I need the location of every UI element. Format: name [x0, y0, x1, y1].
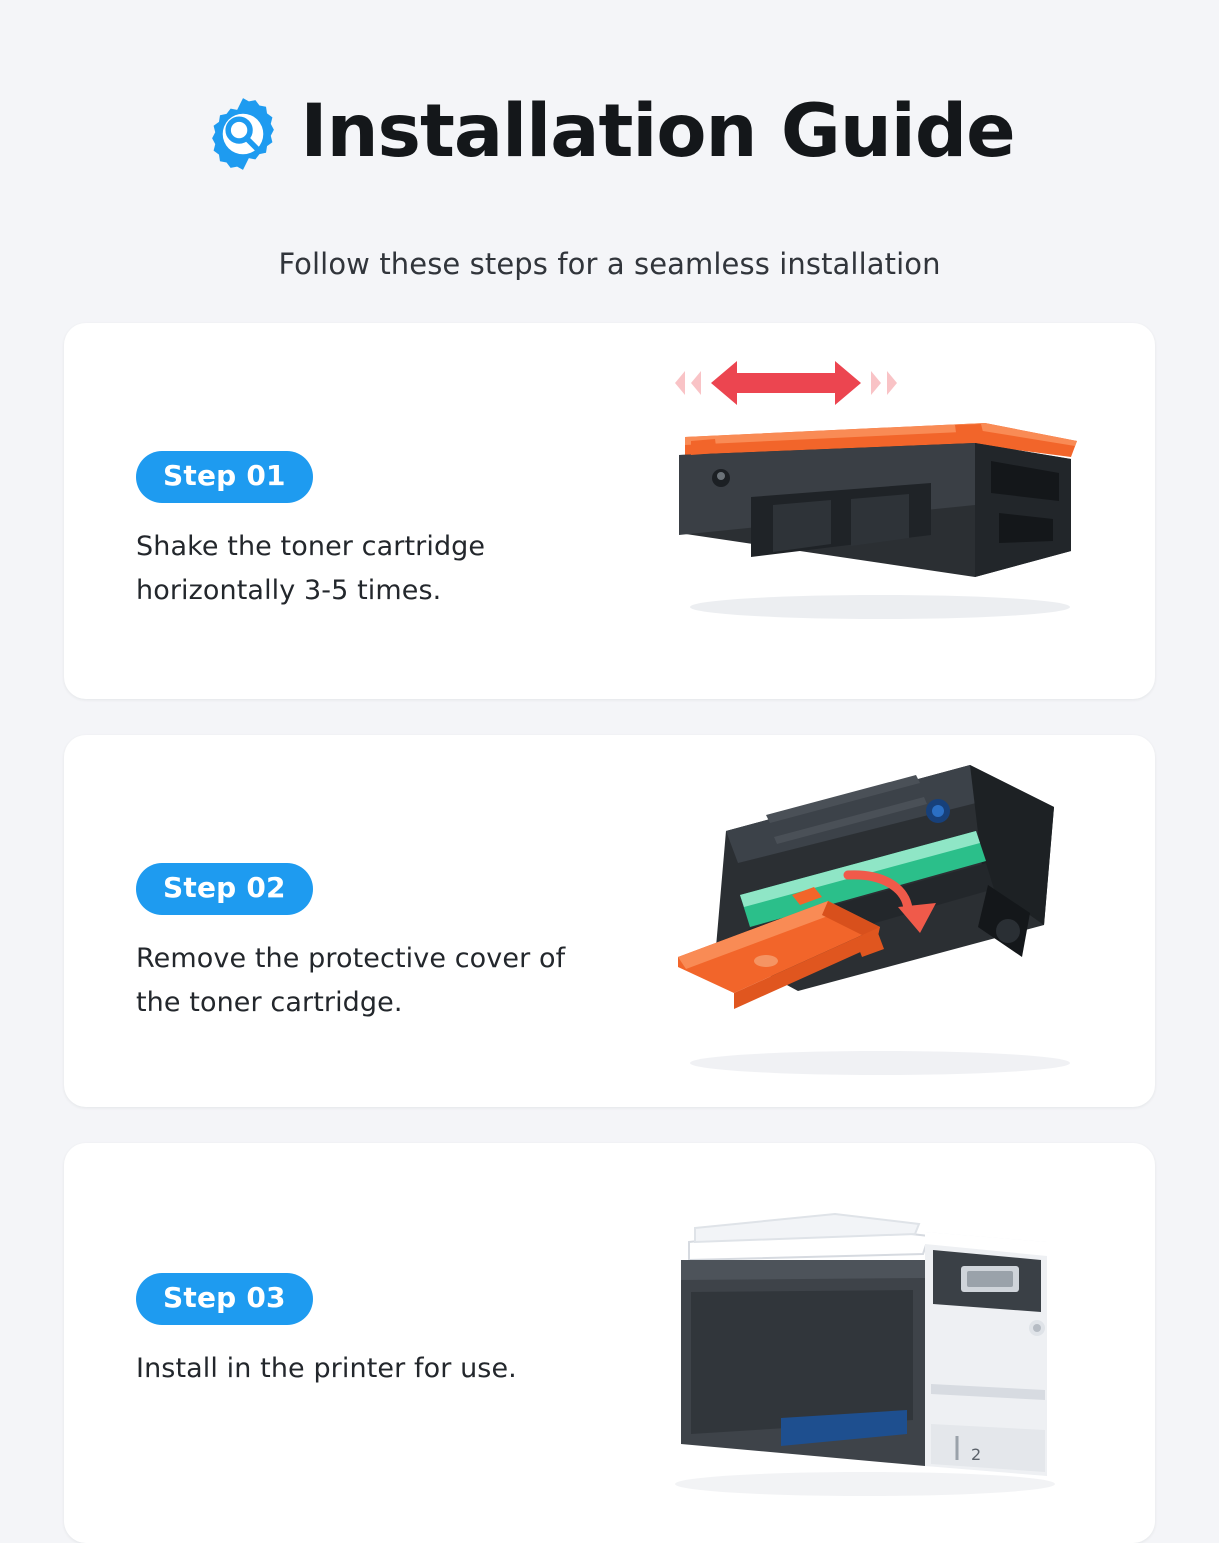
- toner-cartridge-remove-cover-illustration: [670, 745, 1100, 1095]
- page-subtitle: Follow these steps for a seamless installation: [278, 246, 941, 281]
- step-card: [64, 735, 1155, 1107]
- toner-cartridge-shake-illustration: [655, 345, 1115, 675]
- left-right-arrow-icon: [675, 361, 897, 405]
- status-badge: Step 01: [136, 451, 313, 503]
- step-text: [136, 451, 616, 612]
- page-header: [0, 0, 1219, 281]
- steps-list: [0, 323, 1219, 1543]
- gear-search-icon: [204, 95, 282, 173]
- step-description: Install in the printer for use.: [136, 1352, 517, 1384]
- step-text: [136, 863, 616, 1024]
- page-title: Installation Guide: [300, 88, 1015, 174]
- status-badge: Step 03: [136, 1273, 313, 1325]
- tray-label-2: 2: [971, 1444, 982, 1464]
- step-card: [64, 323, 1155, 699]
- step-card: [64, 1143, 1155, 1543]
- status-badge: Step 02: [136, 863, 313, 915]
- step-description: Shake the toner cartridge horizontally 3-5 times.: [136, 530, 486, 606]
- step-text: [136, 1273, 616, 1391]
- printer-illustration: [665, 1188, 1085, 1518]
- title-row: [0, 46, 1219, 217]
- step-description: Remove the protective cover of the toner cartridge.: [136, 942, 566, 1018]
